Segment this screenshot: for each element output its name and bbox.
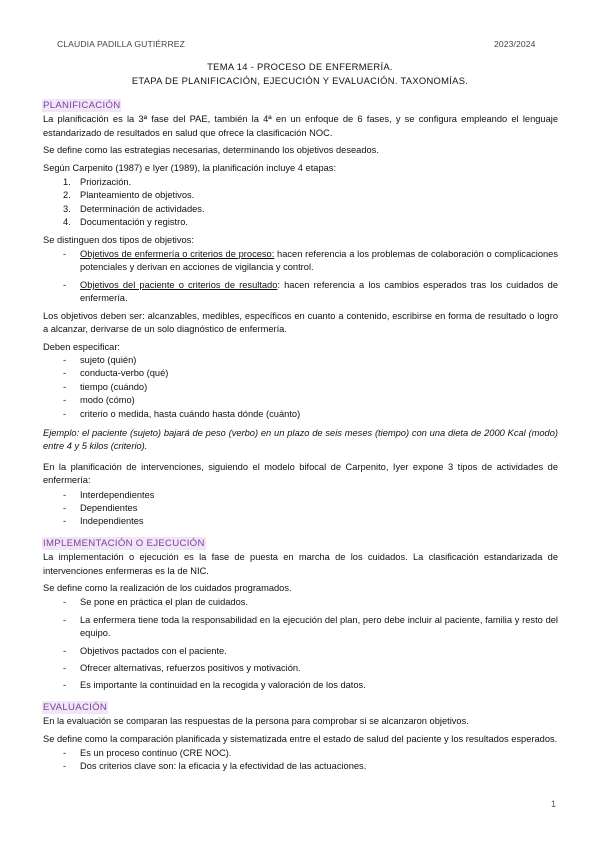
paragraph: Se distinguen dos tipos de objetivos:	[43, 234, 194, 245]
list-item: - Es importante la continuidad en la recogida y valoración de los datos.	[43, 679, 558, 692]
section-heading-planificacion: PLANIFICACIÓN	[43, 100, 121, 111]
list-item: 2. Planteamiento de objetivos.	[63, 190, 195, 201]
paragraph: Se define como la comparación planificada y sistematizada entre el estado de salud del paciente y los resultados esperados.	[43, 733, 558, 744]
list-item: - tiempo (cuándo)	[43, 381, 558, 394]
list-item: - conducta-verbo (qué)	[43, 367, 558, 380]
term-objetivos-paciente: Objetivos del paciente o criterios de resultado	[80, 279, 278, 290]
list-item: - Se pone en práctica el plan de cuidados.	[43, 596, 558, 609]
title-line-1: TEMA 14 - PROCESO DE ENFERMERÍA.	[207, 61, 393, 72]
list-item: 3. Determinación de actividades.	[63, 203, 205, 214]
paragraph: Según Carpenito (1987) e Iyer (1989), la planificación incluye 4 etapas:	[43, 162, 337, 173]
term-objetivos-enfermeria: Objetivos de enfermería o criterios de proceso:	[80, 249, 275, 260]
actividades-list	[43, 489, 558, 529]
paragraph: En la planificación de intervenciones, siguiendo el modelo bifocal de Carpenito, Iyer expone 3 tipos de actividades de enfermería:	[43, 461, 558, 486]
especificar-list	[43, 354, 558, 421]
list-item: - sujeto (quién)	[43, 354, 558, 367]
list-item: - modo (cómo)	[43, 394, 558, 407]
evaluacion-list	[43, 747, 558, 774]
list-item: 4. Documentación y registro.	[63, 217, 188, 228]
list-item: - Objetivos de enfermería o criterios de proceso: hacen referencia a los problemas de colaboración o complicaciones potenciales y derivan en acciones de vigilancia y control.	[43, 248, 558, 275]
section-heading-implementacion: IMPLEMENTACIÓN O EJECUCIÓN	[43, 537, 205, 549]
paragraph: Deben especificar:	[43, 341, 120, 352]
section-planificacion	[43, 99, 558, 529]
list-item: - Dependientes	[43, 502, 558, 515]
section-evaluacion	[43, 701, 558, 774]
document-body	[43, 99, 558, 778]
paragraph: En la evaluación se comparan las respuestas de la persona para comprobar si se alcanzaron objetivos.	[43, 716, 469, 727]
list-item: - Independientes	[43, 515, 558, 528]
list-item: - Dos criterios clave son: la eficacia y la efectividad de las actuaciones.	[43, 760, 558, 773]
etapas-list	[43, 176, 558, 230]
header-author: CLAUDIA PADILLA GUTIÉRREZ	[57, 39, 185, 49]
section-heading-evaluacion: EVALUACIÓN	[43, 701, 108, 713]
list-item: - Ofrecer alternativas, refuerzos positivos y motivación.	[43, 662, 558, 675]
paragraph: Se define como las estrategias necesarias, determinando los objetivos deseados.	[43, 145, 379, 156]
list-item: - criterio o medida, hasta cuándo hasta dónde (cuánto)	[43, 408, 558, 421]
list-item: - Objetivos del paciente o criterios de resultado: hacen referencia a los cambios esperados tras los cuidados de enfermería.	[43, 279, 558, 306]
paragraph: La implementación o ejecución es la fase de puesta en marcha de los cuidados. La clasificación estandarizada de intervenciones enfermeras es la de NIC.	[43, 552, 558, 576]
list-item: - La enfermera tiene toda la responsabilidad en la ejecución del plan, pero debe incluir al paciente, familia y resto del equipo.	[43, 614, 558, 641]
paragraph: Se define como la realización de los cuidados programados.	[43, 583, 292, 593]
page-number: 1	[551, 799, 557, 809]
objetivos-list	[43, 248, 558, 306]
implementacion-list	[43, 596, 558, 692]
paragraph: Los objetivos deben ser: alcanzables, medibles, específicos en cuanto a contenido, escribirse en forma de resultado o logro a alcanzar, derivarse de un solo diagnóstico de enfermería.	[43, 310, 558, 335]
list-item: - Interdependientes	[43, 489, 558, 502]
list-item: - Objetivos pactados con el paciente.	[43, 645, 558, 658]
list-item: - Es un proceso continuo (CRE NOC).	[43, 747, 558, 760]
example-paragraph: Ejemplo: el paciente (sujeto) bajará de peso (verbo) en un plazo de seis meses (tiempo) con una dieta de 2000 Kcal (modo) entre 4 y 5 kilos (criterio).	[43, 427, 558, 452]
section-implementacion	[43, 537, 558, 693]
title-line-2: ETAPA DE PLANIFICACIÓN, EJECUCIÓN Y EVALUACIÓN. TAXONOMÍAS.	[131, 75, 469, 86]
list-item: 1. Priorización.	[63, 177, 132, 188]
header-year: 2023/2024	[494, 39, 536, 49]
paragraph: La planificación es la 3ª fase del PAE, también la 4ª en un enfoque de 6 fases, y se configura empleando el lenguaje estandarizado de resultados en salud que ofrece la clasificación NOC.	[43, 114, 558, 138]
